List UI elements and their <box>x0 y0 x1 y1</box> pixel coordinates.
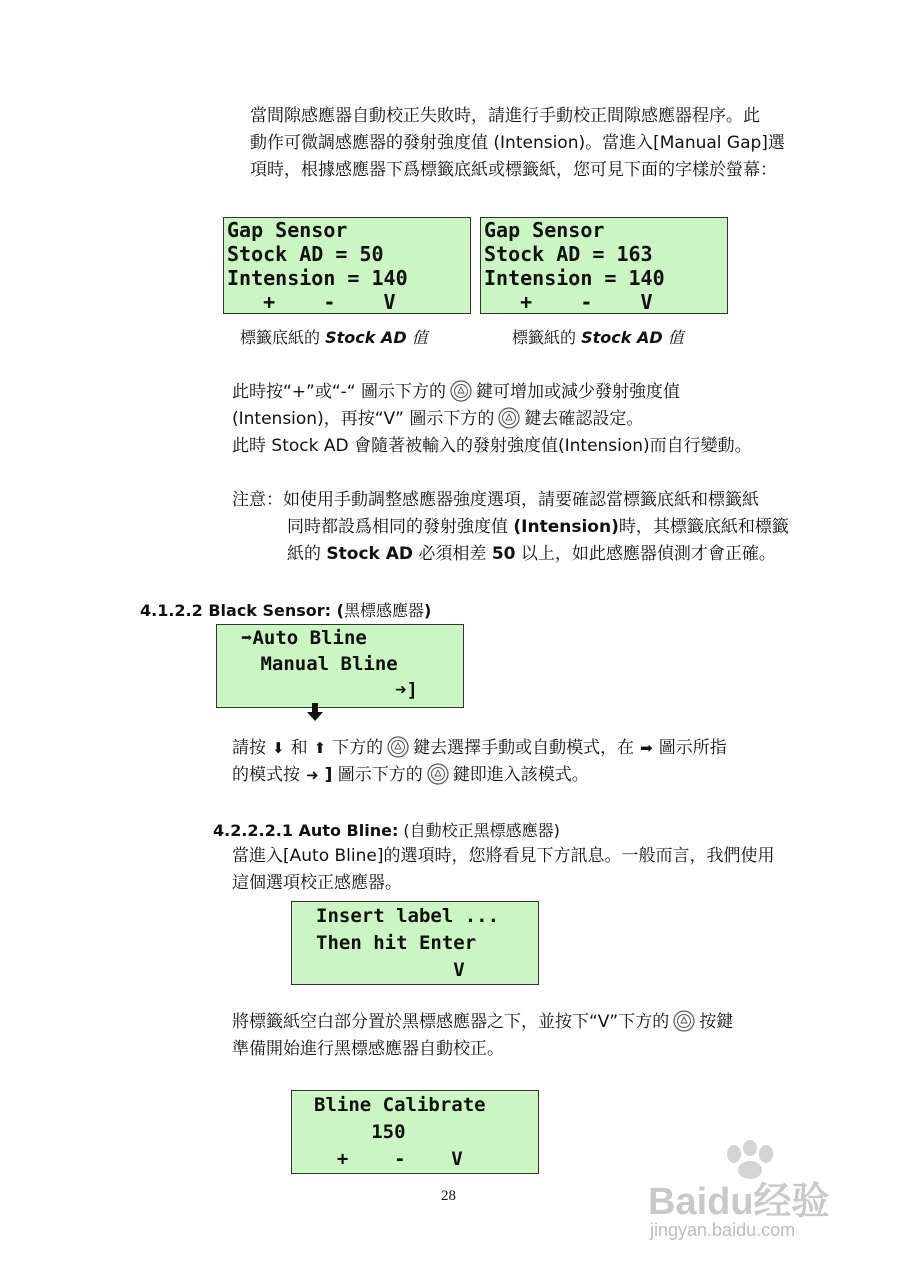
lcd-line: + - V <box>484 290 653 314</box>
lcd-gap-backing <box>223 217 471 314</box>
right-arrow-icon: ➜ <box>395 679 407 701</box>
instruction-text: 鍵去選擇手動或自動模式，在 <box>413 738 635 758</box>
lcd-line: + - V <box>227 290 396 314</box>
auto-line-2: 這個選項校正感應器。 <box>232 873 402 893</box>
intro-line-2: 動作可微調感應器的發射強度值 (Intension)。當進入[Manual Gap]選 <box>250 133 785 153</box>
note-text: 時，其標籤底紙和標籤 <box>618 517 789 537</box>
instruction-text: 鍵即進入該模式。 <box>452 765 589 785</box>
heading-text: 4.2.2.2.1 Auto Bline: <box>213 821 399 840</box>
lcd-line: Stock AD = 163 <box>484 242 653 266</box>
instruction-text: 下方的 <box>332 738 384 758</box>
lcd-line: Auto Bline <box>252 627 367 649</box>
panel-button-icon <box>673 1010 695 1032</box>
lcd-line: Bline Calibrate <box>314 1094 486 1116</box>
lcd-line: Intension = 140 <box>484 266 665 290</box>
note-bold: (Intension) <box>513 517 619 537</box>
lcd-line: Intension = 140 <box>227 266 408 290</box>
lcd-line: 150 <box>314 1121 406 1143</box>
lcd-black-menu <box>216 624 464 708</box>
instruction-text: 此時按“+”或“-“ 圖示下方的 <box>232 382 447 402</box>
instruction-line-1 <box>232 379 680 406</box>
lcd-line: Manual Bline <box>249 653 398 675</box>
instruction-text: 將標籤紙空白部分置於黑標感應器之下，並按下“V”下方的 <box>232 1012 670 1032</box>
heading-cn: 黑標感應器 <box>343 601 424 620</box>
intro-line-1: 當間隙感應器自動校正失敗時，請進行手動校正間隙感應器程序。此 <box>250 106 760 126</box>
note-line-1: 注意：如使用手動調整感應器強度選項，請要確認當標籤底紙和標籤紙 <box>232 490 759 510</box>
instruction-text: 圖示下方的 <box>337 765 423 785</box>
down-arrow-icon: ⬇ <box>272 739 285 757</box>
auto-instruction-line-1 <box>232 1009 733 1036</box>
note-text: 以上，如此感應器偵測才會正確。 <box>515 544 776 564</box>
right-arrow-icon: ➡ <box>241 627 253 649</box>
caption-backing <box>240 325 428 348</box>
section-heading-auto-bline <box>213 818 560 841</box>
caption-label <box>512 325 684 348</box>
heading-cn: (自動校正黑標感應器) <box>398 821 560 840</box>
lcd-line: Stock AD = 50 <box>227 242 384 266</box>
watermark-url: jingyan.baidu.com <box>650 1220 796 1240</box>
right-arrow-icon: ➡ <box>640 739 653 757</box>
note-line-2 <box>287 514 789 541</box>
lcd-line: ] <box>406 679 418 701</box>
lcd-line: + - V <box>314 1148 463 1170</box>
up-arrow-icon: ⬆ <box>313 739 327 757</box>
instruction-text: 請按 <box>232 738 266 758</box>
lcd-bline-calibrate <box>291 1090 539 1174</box>
instruction-text: (Intension)，再按“V” 圖示下方的 <box>232 409 495 429</box>
instruction-text: 圖示所指 <box>658 738 727 758</box>
heading-text: 4.1.2.2 Black Sensor: ( <box>140 601 344 620</box>
caption-text: 標籤底紙的 <box>240 328 326 347</box>
instruction-text: 鍵去確認設定。 <box>524 409 644 429</box>
lcd-line: Gap Sensor <box>227 218 348 242</box>
instruction-text: 的模式按 <box>232 765 300 785</box>
panel-button-icon <box>450 380 472 402</box>
panel-button-icon <box>427 763 449 785</box>
instruction-text: 和 <box>290 738 308 758</box>
caption-text: 值 <box>406 328 428 347</box>
note-text: 紙的 <box>287 544 327 564</box>
caption-bold: Stock AD <box>325 328 407 347</box>
black-instruction-line-1 <box>232 735 727 762</box>
baidu-watermark <box>648 1140 878 1250</box>
lcd-insert-label <box>291 901 539 985</box>
note-line-3 <box>287 541 776 568</box>
intro-line-3: 項時，根據感應器下爲標籤底紙或標籤紙，您可見下面的字樣於螢幕： <box>250 160 777 180</box>
lcd-menu-item-auto <box>241 627 367 649</box>
instruction-text: 鍵可增加或減少發射強度值 <box>476 382 681 402</box>
panel-button-icon <box>387 736 409 758</box>
instruction-line-3: 此時 Stock AD 會隨著被輸入的發射強度值(Intension)而自行變動。 <box>232 436 752 456</box>
caption-bold: Stock AD <box>581 328 663 347</box>
auto-line-1: 當進入[Auto Bline]的選項時，您將看見下方訊息。一般而言，我們使用 <box>232 846 775 866</box>
lcd-line: Gap Sensor <box>484 218 605 242</box>
caption-text: 值 <box>662 328 684 347</box>
black-instruction-line-2 <box>232 762 589 789</box>
lcd-line: V <box>316 959 465 981</box>
section-heading-black-sensor <box>140 598 431 621</box>
panel-button-icon <box>498 407 520 429</box>
watermark-brand: Baidu经验 <box>648 1181 830 1223</box>
note-bold: Stock AD <box>326 544 414 564</box>
right-arrow-icon: ➜ <box>306 766 319 784</box>
enter-indicator <box>395 679 418 701</box>
lcd-line: Insert label ... <box>316 905 500 927</box>
note-text: 同時都設爲相同的發射強度值 <box>287 517 514 537</box>
lcd-line: Then hit Enter <box>316 932 477 954</box>
instruction-bold: ] <box>324 765 333 785</box>
note-text: 必須相差 <box>413 544 492 564</box>
instruction-line-2 <box>232 406 643 433</box>
instruction-text: 按鍵 <box>699 1012 734 1032</box>
caption-text: 標籤紙的 <box>512 328 582 347</box>
page-number: 28 <box>441 1188 456 1204</box>
note-bold: 50 <box>491 544 516 564</box>
heading-close: ) <box>423 601 432 620</box>
auto-instruction-line-2: 準備開始進行黑標感應器自動校正。 <box>232 1039 504 1059</box>
lcd-gap-label <box>480 217 728 314</box>
